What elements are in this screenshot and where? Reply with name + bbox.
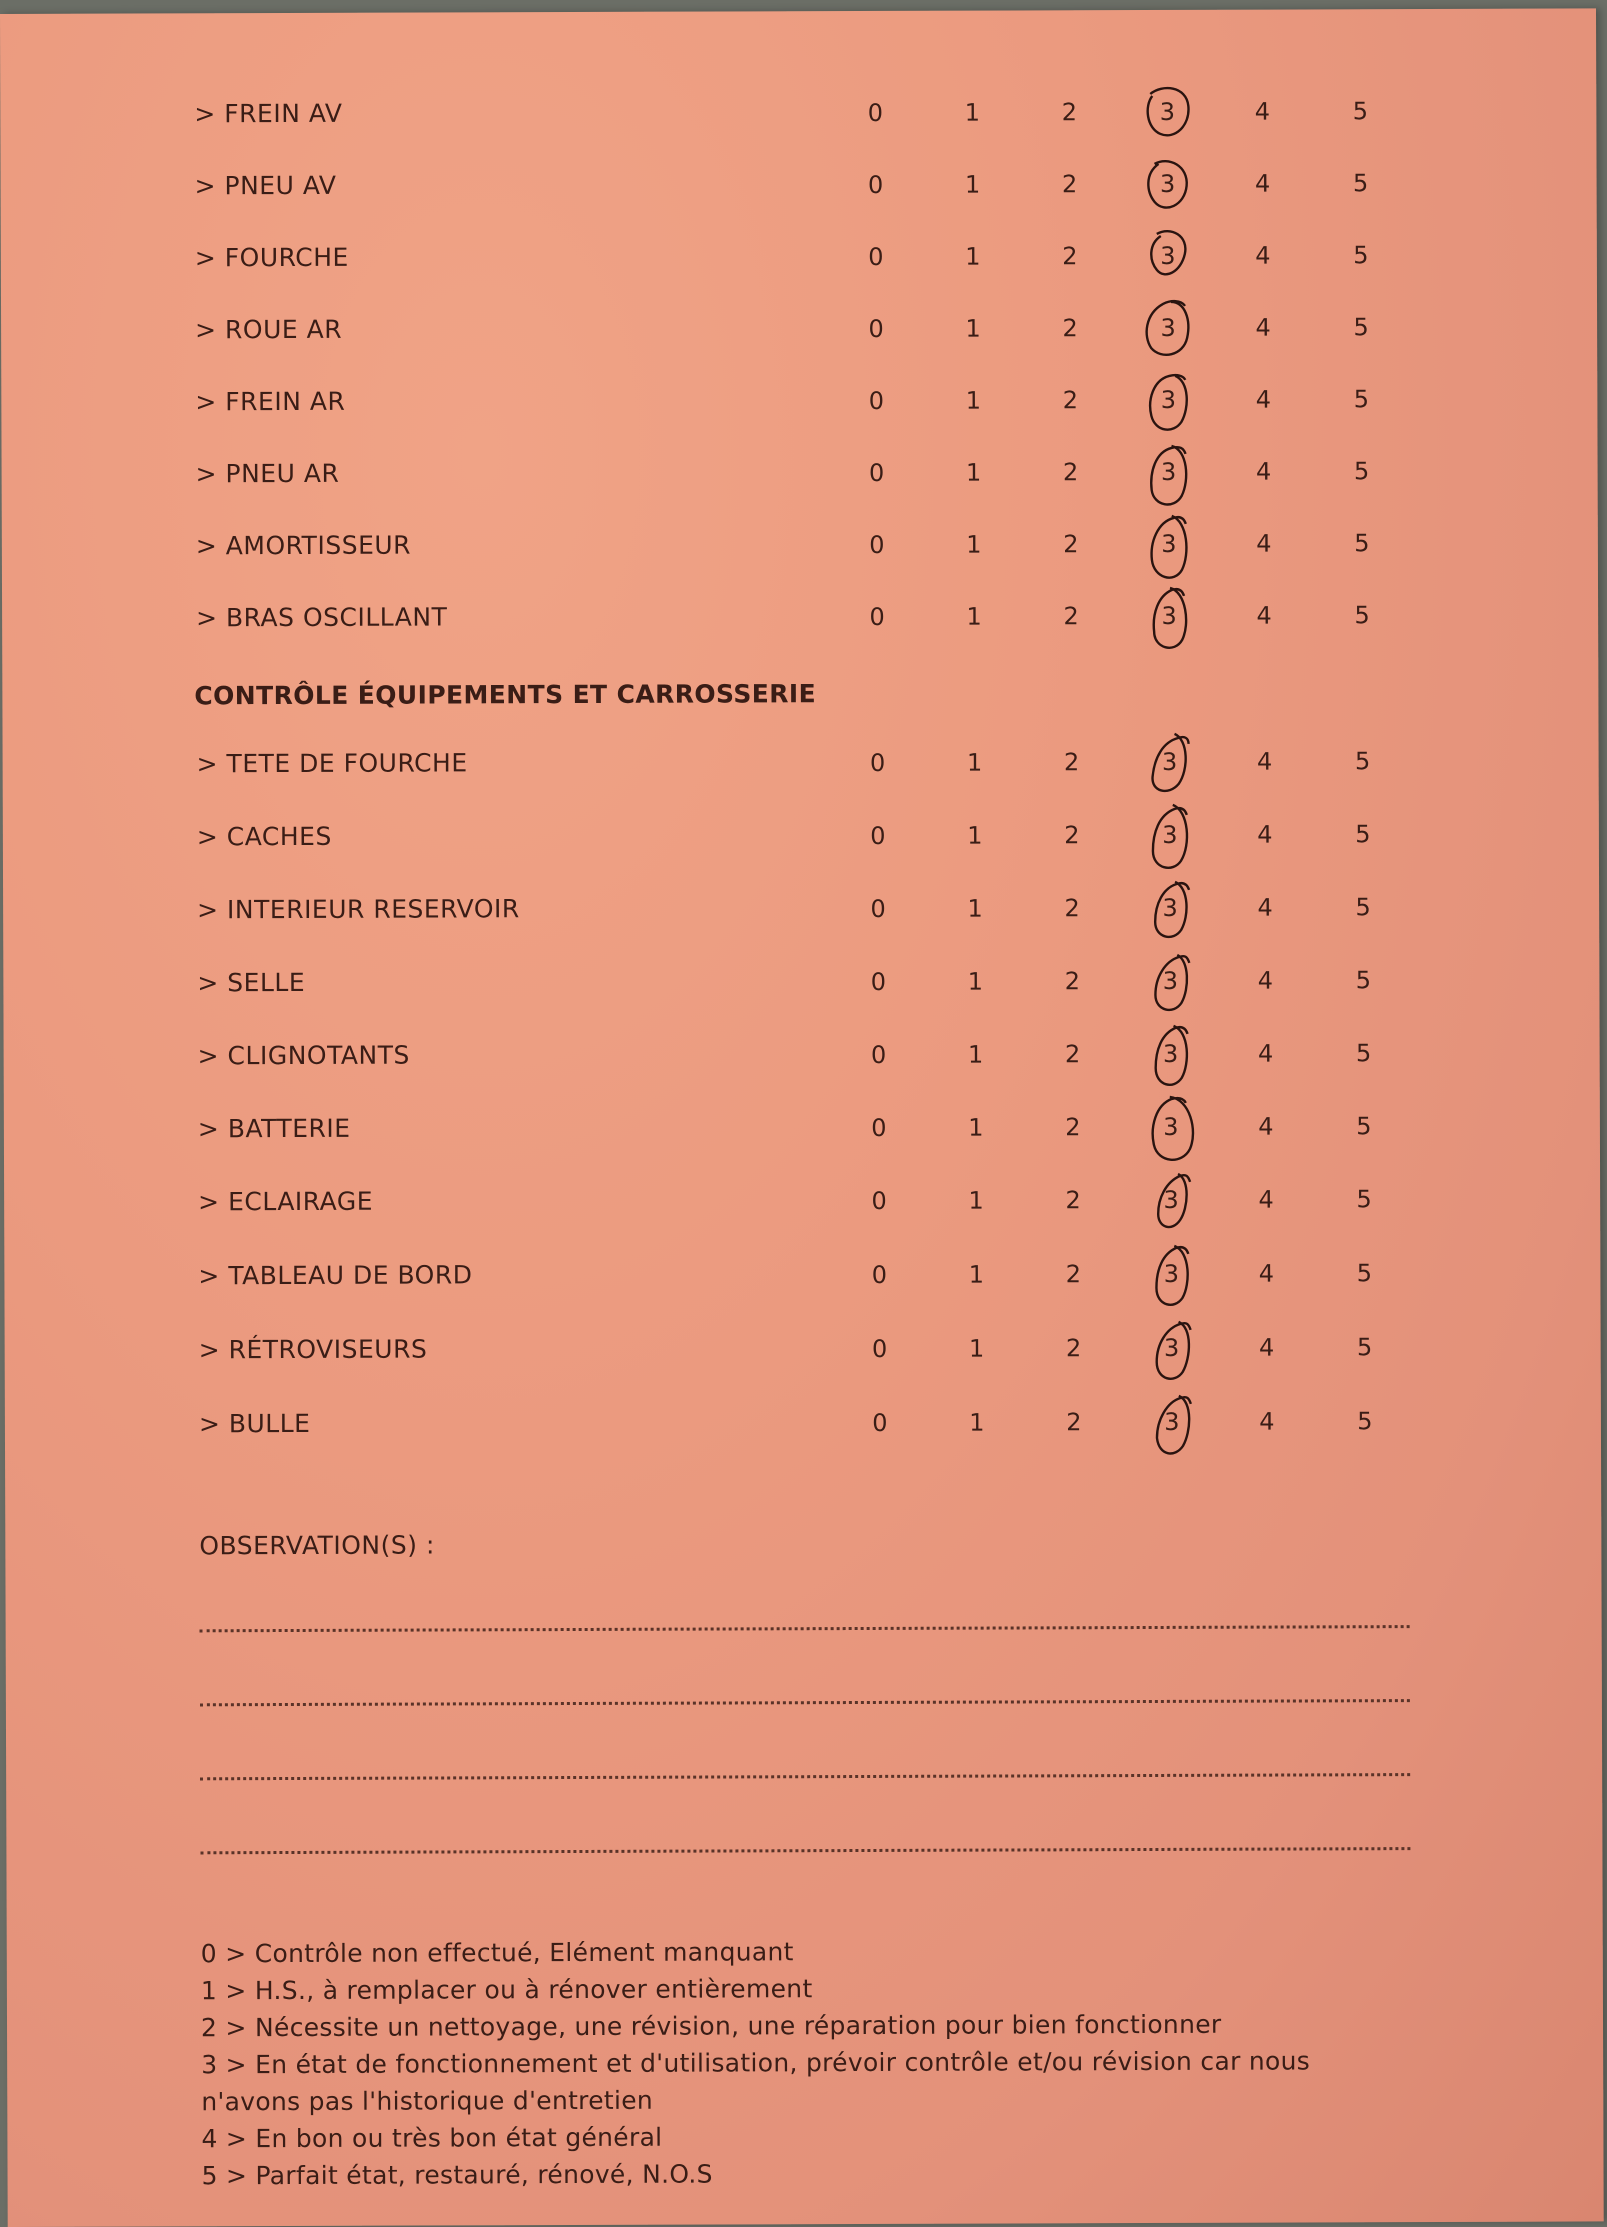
score-2[interactable]: 2 — [1061, 170, 1078, 199]
score-1[interactable]: 1 — [964, 170, 981, 199]
score-4[interactable]: 4 — [1258, 1112, 1274, 1141]
item-label: > PNEU AR — [195, 458, 340, 489]
item-label: > FREIN AR — [195, 386, 346, 417]
score-0[interactable]: 0 — [868, 314, 884, 343]
inspection-row — [2, 448, 1602, 506]
inspection-row — [3, 811, 1603, 869]
inspection-row — [4, 1176, 1604, 1234]
score-4[interactable]: 4 — [1258, 1185, 1274, 1214]
legend-line: 0 > Contrôle non effectué, Elément manquant — [200, 1937, 794, 1969]
score-5[interactable]: 5 — [1354, 529, 1370, 558]
score-2[interactable]: 2 — [1064, 894, 1080, 923]
score-3[interactable]: 3 — [1159, 169, 1176, 198]
score-0[interactable]: 0 — [868, 386, 885, 415]
score-1[interactable]: 1 — [968, 1113, 984, 1142]
score-1[interactable]: 1 — [967, 967, 984, 996]
score-5[interactable]: 5 — [1352, 169, 1369, 198]
score-3[interactable]: 3 — [1160, 241, 1176, 270]
inspection-row — [1, 304, 1601, 362]
item-label: > BRAS OSCILLANT — [196, 602, 448, 633]
score-4[interactable]: 4 — [1257, 820, 1273, 849]
score-3[interactable]: 3 — [1163, 1185, 1179, 1214]
score-4[interactable]: 4 — [1259, 1407, 1275, 1436]
score-2[interactable]: 2 — [1065, 1186, 1081, 1215]
score-4[interactable]: 4 — [1256, 747, 1273, 776]
score-3[interactable]: 3 — [1160, 313, 1176, 342]
score-1[interactable]: 1 — [965, 242, 981, 271]
score-0[interactable]: 0 — [872, 1408, 888, 1437]
score-5[interactable]: 5 — [1355, 820, 1371, 849]
inspection-row — [2, 592, 1602, 650]
inspection-sheet — [0, 8, 1604, 2227]
inspection-row — [5, 1398, 1605, 1456]
score-5[interactable]: 5 — [1355, 1039, 1372, 1068]
item-label: > FREIN AV — [194, 98, 343, 129]
item-label: > INTERIEUR RESERVOIR — [197, 894, 520, 925]
score-1[interactable]: 1 — [965, 458, 982, 487]
item-label: > CLIGNOTANTS — [197, 1040, 410, 1071]
score-3[interactable]: 3 — [1162, 893, 1178, 922]
score-4[interactable]: 4 — [1258, 1259, 1275, 1288]
score-1[interactable]: 1 — [966, 602, 982, 631]
item-label: > ECLAIRAGE — [198, 1186, 374, 1217]
score-5[interactable]: 5 — [1353, 313, 1369, 342]
legend-line: 3 > En état de fonctionnement et d'utilisation, prévoir contrôle et/ou révision car nous — [201, 2046, 1311, 2080]
score-5[interactable]: 5 — [1356, 1259, 1373, 1288]
score-3[interactable]: 3 — [1163, 1259, 1180, 1288]
score-5[interactable]: 5 — [1357, 1407, 1373, 1436]
observation-line[interactable] — [200, 1773, 1410, 1780]
section-title: CONTRÔLE ÉQUIPEMENTS ET CARROSSERIE — [194, 679, 817, 711]
score-2[interactable]: 2 — [1063, 602, 1079, 631]
item-label: > PNEU AV — [194, 170, 337, 201]
inspection-row — [1, 232, 1601, 290]
score-2[interactable]: 2 — [1063, 748, 1080, 777]
score-4[interactable]: 4 — [1257, 893, 1273, 922]
inspection-row — [3, 738, 1603, 796]
score-2[interactable]: 2 — [1063, 530, 1079, 559]
score-4[interactable]: 4 — [1257, 1039, 1274, 1068]
score-4[interactable]: 4 — [1256, 529, 1272, 558]
score-3[interactable]: 3 — [1160, 385, 1177, 414]
score-4[interactable]: 4 — [1255, 313, 1271, 342]
score-0[interactable]: 0 — [871, 1113, 887, 1142]
score-5[interactable]: 5 — [1353, 241, 1369, 270]
score-1[interactable]: 1 — [965, 314, 981, 343]
score-5[interactable]: 5 — [1354, 601, 1370, 630]
legend-line: 2 > Nécessite un nettoyage, une révision, une réparation pour bien fonctionner — [200, 2009, 1222, 2043]
score-3[interactable]: 3 — [1162, 820, 1178, 849]
inspection-row — [3, 884, 1603, 942]
score-5[interactable]: 5 — [1352, 97, 1369, 126]
score-4[interactable]: 4 — [1255, 457, 1272, 486]
score-0[interactable]: 0 — [871, 1334, 888, 1363]
score-0[interactable]: 0 — [868, 242, 884, 271]
score-2[interactable]: 2 — [1065, 1334, 1082, 1363]
item-label: > SELLE — [197, 967, 306, 998]
item-label: > RÉTROVISEURS — [198, 1334, 428, 1365]
score-4[interactable]: 4 — [1255, 385, 1272, 414]
score-0[interactable]: 0 — [871, 1186, 887, 1215]
score-4[interactable]: 4 — [1257, 966, 1274, 995]
inspection-row — [1, 160, 1601, 218]
inspection-row — [3, 957, 1603, 1015]
score-0[interactable]: 0 — [869, 530, 885, 559]
score-1[interactable]: 1 — [965, 386, 982, 415]
score-1[interactable]: 1 — [968, 1186, 984, 1215]
score-0[interactable]: 0 — [868, 458, 885, 487]
score-0[interactable]: 0 — [870, 894, 886, 923]
score-3[interactable]: 3 — [1162, 1039, 1179, 1068]
score-4[interactable]: 4 — [1254, 169, 1271, 198]
score-3[interactable]: 3 — [1161, 601, 1177, 630]
score-5[interactable]: 5 — [1353, 385, 1370, 414]
score-0[interactable]: 0 — [870, 821, 886, 850]
score-2[interactable]: 2 — [1065, 1260, 1082, 1289]
score-0[interactable]: 0 — [870, 1040, 887, 1069]
score-0[interactable]: 0 — [867, 98, 884, 127]
item-label: > TETE DE FOURCHE — [196, 748, 468, 779]
item-label: > AMORTISSEUR — [195, 530, 412, 561]
score-0[interactable]: 0 — [867, 170, 884, 199]
score-1[interactable]: 1 — [966, 748, 983, 777]
score-3[interactable]: 3 — [1163, 1112, 1179, 1141]
legend-line: n'avons pas l'historique d'entretien — [201, 2085, 654, 2117]
score-2[interactable]: 2 — [1065, 1113, 1081, 1142]
score-2[interactable]: 2 — [1062, 314, 1078, 343]
score-3[interactable]: 3 — [1159, 97, 1176, 126]
legend-line: 1 > H.S., à remplacer ou à rénover entièrement — [200, 1974, 813, 2006]
score-5[interactable]: 5 — [1356, 1333, 1373, 1362]
observation-line[interactable] — [200, 1625, 1410, 1632]
legend-line: 5 > Parfait état, restauré, rénové, N.O.S — [201, 2159, 713, 2191]
item-label: > BATTERIE — [197, 1113, 351, 1144]
score-1[interactable]: 1 — [968, 1260, 985, 1289]
score-3[interactable]: 3 — [1163, 1333, 1180, 1362]
score-5[interactable]: 5 — [1356, 1112, 1372, 1141]
score-legend — [201, 1931, 1422, 2194]
inspection-row — [4, 1250, 1604, 1308]
score-5[interactable]: 5 — [1355, 966, 1372, 995]
score-2[interactable]: 2 — [1064, 821, 1080, 850]
observation-line[interactable] — [200, 1847, 1410, 1854]
inspection-row — [0, 88, 1600, 146]
score-4[interactable]: 4 — [1255, 241, 1271, 270]
score-5[interactable]: 5 — [1353, 457, 1370, 486]
item-label: > TABLEAU DE BORD — [198, 1260, 473, 1291]
score-2[interactable]: 2 — [1066, 1408, 1082, 1437]
score-0[interactable]: 0 — [870, 967, 887, 996]
observation-line[interactable] — [200, 1699, 1410, 1706]
score-4[interactable]: 4 — [1258, 1333, 1275, 1362]
inspection-row — [5, 1324, 1605, 1382]
score-3[interactable]: 3 — [1161, 747, 1178, 776]
score-5[interactable]: 5 — [1354, 747, 1371, 776]
observations-label: OBSERVATION(S) : — [199, 1530, 435, 1561]
score-1[interactable]: 1 — [967, 821, 983, 850]
score-4[interactable]: 4 — [1254, 97, 1271, 126]
score-1[interactable]: 1 — [966, 530, 982, 559]
score-1[interactable]: 1 — [964, 98, 981, 127]
score-2[interactable]: 2 — [1062, 458, 1079, 487]
score-1[interactable]: 1 — [967, 1040, 984, 1069]
score-2[interactable]: 2 — [1062, 242, 1078, 271]
item-label: > FOURCHE — [194, 242, 349, 273]
score-2[interactable]: 2 — [1064, 1040, 1081, 1069]
item-label: > BULLE — [198, 1408, 311, 1439]
score-0[interactable]: 0 — [869, 602, 885, 631]
score-4[interactable]: 4 — [1256, 601, 1272, 630]
score-3[interactable]: 3 — [1162, 966, 1179, 995]
score-3[interactable]: 3 — [1164, 1407, 1180, 1436]
score-1[interactable]: 1 — [969, 1408, 985, 1437]
score-5[interactable]: 5 — [1356, 1185, 1372, 1214]
score-2[interactable]: 2 — [1061, 98, 1078, 127]
inspection-row — [2, 520, 1602, 578]
score-3[interactable]: 3 — [1161, 529, 1177, 558]
score-3[interactable]: 3 — [1160, 457, 1177, 486]
item-label: > ROUE AR — [195, 314, 343, 345]
score-2[interactable]: 2 — [1064, 967, 1081, 996]
score-1[interactable]: 1 — [968, 1334, 985, 1363]
score-5[interactable]: 5 — [1355, 893, 1371, 922]
score-0[interactable]: 0 — [871, 1260, 888, 1289]
item-label: > CACHES — [196, 821, 332, 852]
inspection-row — [4, 1103, 1604, 1161]
score-2[interactable]: 2 — [1062, 386, 1079, 415]
score-0[interactable]: 0 — [869, 748, 886, 777]
inspection-row — [4, 1030, 1604, 1088]
legend-line: 4 > En bon ou très bon état général — [201, 2122, 663, 2154]
score-1[interactable]: 1 — [967, 894, 983, 923]
inspection-row — [1, 376, 1601, 434]
